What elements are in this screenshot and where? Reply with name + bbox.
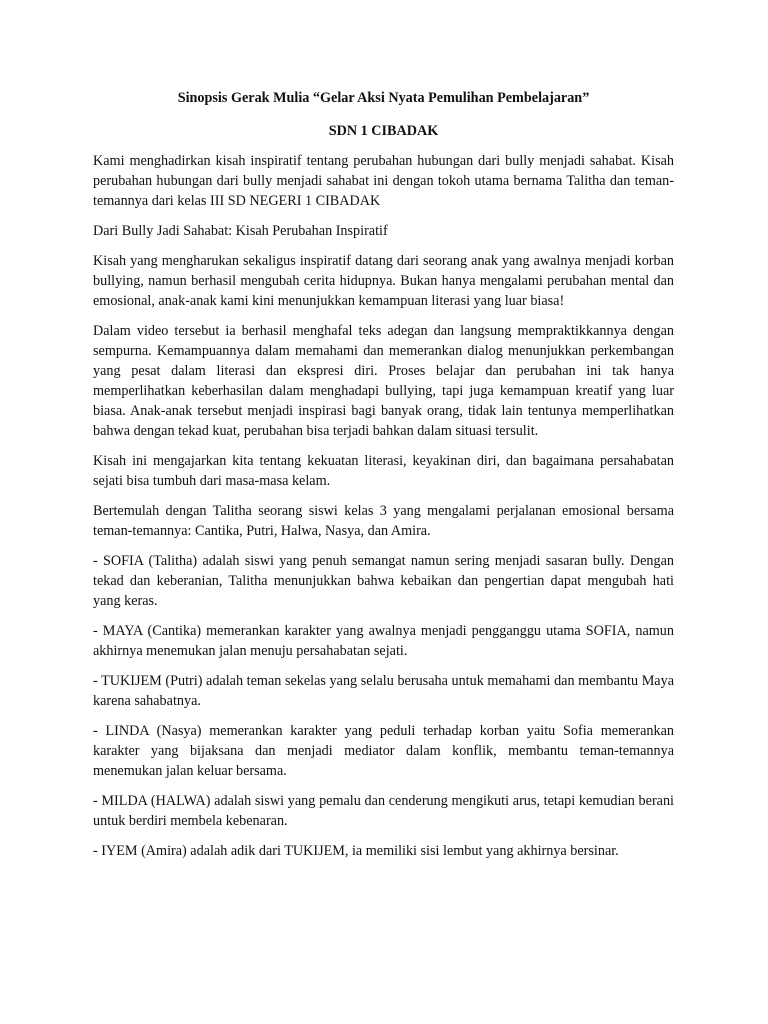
character-maya: - MAYA (Cantika) memerankan karakter yang awalnya menjadi pengganggu utama SOFIA, namun akhirnya menemukan jalan menuju persahabatan sejati. <box>93 623 674 659</box>
character-milda: - MILDA (HALWA) adalah siswi yang pemalu dan cenderung mengikuti arus, tetapi kemudian berani untuk berdiri membela kebenaran. <box>93 793 674 829</box>
paragraph-lesson: Kisah ini mengajarkan kita tentang kekuatan literasi, keyakinan diri, dan bagaimana persahabatan sejati bisa tumbuh dari masa-masa kelam. <box>93 453 674 489</box>
character-sofia: - SOFIA (Talitha) adalah siswi yang penuh semangat namun sering menjadi sasaran bully. Dengan tekad dan keberanian, Talitha menunjukkan bahwa kebaikan dan pengertian dapat mengubah hati yang keras. <box>93 553 674 609</box>
school-name: SDN 1 CIBADAK <box>328 123 439 139</box>
character-iyem: - IYEM (Amira) adalah adik dari TUKIJEM, ia memiliki sisi lembut yang akhirnya bersinar. <box>93 843 619 859</box>
paragraph-subtitle: Dari Bully Jadi Sahabat: Kisah Perubahan Inspiratif <box>93 223 388 239</box>
character-tukijem: - TUKIJEM (Putri) adalah teman sekelas yang selalu berusaha untuk memahami dan membantu Maya karena sahabatnya. <box>93 673 674 709</box>
paragraph-story: Kisah yang mengharukan sekaligus inspiratif datang dari seorang anak yang awalnya menjadi korban bullying, namun berhasil mengubah cerita hidupnya. Bukan hanya mengalami perubahan mental dan emosional, anak-anak kami kini menunjukkan kemampuan literasi yang luar biasa! <box>93 253 674 309</box>
character-linda: - LINDA (Nasya) memerankan karakter yang peduli terhadap korban yaitu Sofia memerankan karakter yang bijaksana dan menjadi mediator dalam konflik, membantu teman-temannya menemukan jalan keluar bersama. <box>93 723 674 779</box>
document-title: Sinopsis Gerak Mulia “Gelar Aksi Nyata Pemulihan Pembelajaran” <box>177 90 590 106</box>
paragraph-intro: Kami menghadirkan kisah inspiratif tentang perubahan hubungan dari bully menjadi sahabat. Kisah perubahan hubungan dari bully menjadi sahabat ini dengan tokoh utama bernama Talitha dan teman-temannya dari kelas III SD NEGERI 1 CIBADAK <box>93 153 674 209</box>
paragraph-characters-intro: Bertemulah dengan Talitha seorang siswi kelas 3 yang mengalami perjalanan emosional bersama teman-temannya: Cantika, Putri, Halwa, Nasya, dan Amira. <box>93 503 674 539</box>
paragraph-video: Dalam video tersebut ia berhasil menghafal teks adegan dan langsung mempraktikkannya dengan sempurna. Kemampuannya dalam memahami dan memerankan dialog menunjukkan perkembangan yang pesat dalam literasi dan ekspresi diri. Proses belajar dan perubahan ini tak hanya memperlihatkan keberhasilan dalam menghadapi bullying, tapi juga kemampuan kreatif yang luar biasa. Anak-anak tersebut menjadi inspirasi bagi banyak orang, tidak lain tentunya memperlihatkan bahwa dengan tekad kuat, perubahan bisa terjadi bahkan dalam situasi tersulit. <box>93 323 674 439</box>
